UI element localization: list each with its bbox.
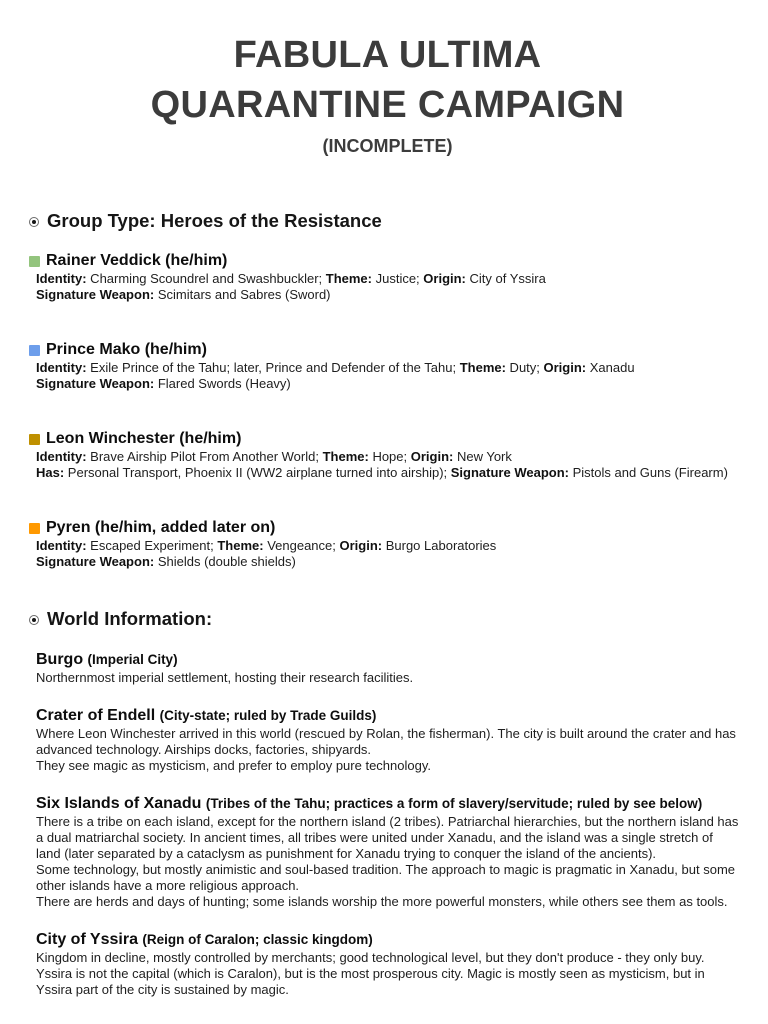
place-tag: (Tribes of the Tahu; practices a form of slavery/servitude; ruled by see below) <box>205 796 703 811</box>
place-description-line: Kingdom in decline, mostly controlled by merchants; good technological level, but they don't produce - they only buy. <box>36 950 705 965</box>
square-bullet-icon <box>29 523 40 534</box>
title-line-1: FABULA ULTIMA <box>233 34 542 76</box>
place-block <box>36 703 739 774</box>
place-description-line: There are herds and days of hunting; some islands worship the more powerful monsters, while others see them as tools. <box>36 894 728 909</box>
character-detail-line: Signature Weapon: Scimitars and Sabres (Sword) <box>36 287 331 302</box>
place-description-line: Where Leon Winchester arrived in this world (rescued by Rolan, the fisherman). The city is built around the crater and has advanced technology. Airships docks, factories, shipyards. <box>36 726 736 757</box>
character-name: Prince Mako (he/him) <box>46 341 207 358</box>
character-block <box>36 429 739 481</box>
character-detail-line: Signature Weapon: Flared Swords (Heavy) <box>36 376 291 391</box>
place-tag: (Reign of Caralon; classic kingdom) <box>142 932 373 947</box>
character-block <box>36 518 739 570</box>
place-block <box>36 927 739 998</box>
character-name-heading <box>29 251 739 271</box>
place-list <box>36 647 739 998</box>
character-name-heading <box>29 429 739 449</box>
title-line-2: QUARANTINE CAMPAIGN <box>150 84 625 126</box>
square-bullet-icon <box>29 434 40 445</box>
place-tag: (Imperial City) <box>87 652 178 667</box>
world-information-heading-label: World Information: <box>47 608 213 629</box>
place-name: Burgo <box>36 651 88 668</box>
character-name: Leon Winchester (he/him) <box>46 430 242 447</box>
fisheye-dot <box>32 618 36 622</box>
place-name-heading <box>36 791 739 814</box>
place-description-line: They see magic as mysticism, and prefer to employ pure technology. <box>36 758 431 773</box>
character-name-heading <box>29 340 739 360</box>
character-name-heading <box>29 518 739 538</box>
place-name: Six Islands of Xanadu <box>36 795 206 812</box>
fisheye-bullet-icon <box>29 615 39 625</box>
place-name-heading <box>36 703 739 726</box>
place-name: City of Yssira <box>36 931 143 948</box>
document-subtitle: (INCOMPLETE) <box>322 136 453 156</box>
character-detail-line: Identity: Brave Airship Pilot From Another World; Theme: Hope; Origin: New York <box>36 449 512 464</box>
character-detail-line: Identity: Charming Scoundrel and Swashbuckler; Theme: Justice; Origin: City of Yssira <box>36 271 546 286</box>
character-name: Rainer Veddick (he/him) <box>46 252 228 269</box>
character-detail-line: Identity: Exile Prince of the Tahu; later, Prince and Defender of the Tahu; Theme: Duty; Origin: Xanadu <box>36 360 635 375</box>
fisheye-bullet-icon <box>29 217 39 227</box>
group-type-heading-label: Group Type: Heroes of the Resistance <box>47 210 382 231</box>
world-information-heading <box>29 607 739 631</box>
place-tag: (City-state; ruled by Trade Guilds) <box>159 708 377 723</box>
place-name-heading <box>36 927 739 950</box>
place-description-line: Northernmost imperial settlement, hosting their research facilities. <box>36 670 414 685</box>
place-name-heading <box>36 647 739 670</box>
group-type-heading <box>29 209 739 233</box>
place-name: Crater of Endell <box>36 707 160 724</box>
place-block <box>36 647 739 686</box>
character-detail-line: Has: Personal Transport, Phoenix II (WW2 airplane turned into airship); Signature Weapon: Pistols and Guns (Firearm) <box>36 465 728 480</box>
square-bullet-icon <box>29 256 40 267</box>
document-title <box>36 30 739 130</box>
square-bullet-icon <box>29 345 40 356</box>
character-block <box>36 251 739 303</box>
character-detail-line: Identity: Escaped Experiment; Theme: Vengeance; Origin: Burgo Laboratories <box>36 538 497 553</box>
character-list <box>36 251 739 570</box>
fisheye-dot <box>32 220 36 224</box>
document-header <box>36 30 739 157</box>
place-block <box>36 791 739 910</box>
character-detail-line: Signature Weapon: Shields (double shields) <box>36 554 296 569</box>
character-block <box>36 340 739 392</box>
character-name: Pyren (he/him, added later on) <box>46 519 276 536</box>
place-description-line: There is a tribe on each island, except for the northern island (2 tribes). Patriarchal hierarchies, but the northern island has a dual matriarchal society. In ancient times, all tribes were united under Xanadu, and the island was a single stretch of land (later separated by a cataclysm as punishment for Xanadu trying to conquer the island of the ancients). <box>36 814 739 861</box>
place-description-line: Yssira is not the capital (which is Caralon), but is the most prosperous city. Magic is mostly seen as mysticism, but in Yssira part of the city is sustained by magic. <box>36 966 705 997</box>
place-description-line: Some technology, but mostly animistic and soul-based tradition. The approach to magic is pragmatic in Xanadu, but some other islands have a more religious approach. <box>36 862 736 893</box>
